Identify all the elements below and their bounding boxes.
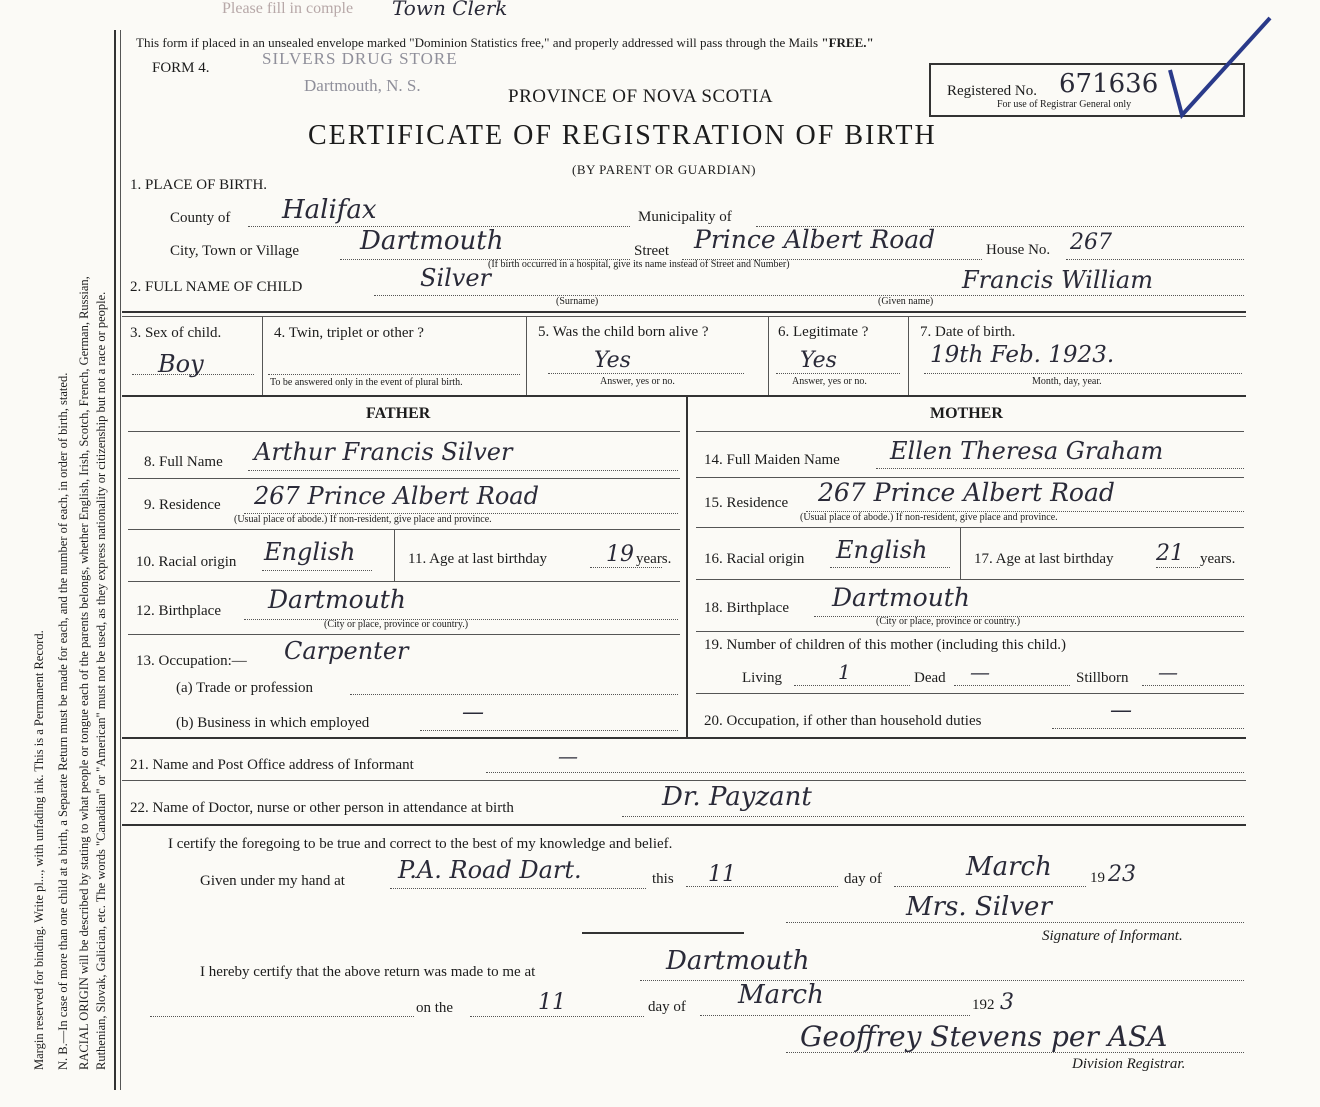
mother-name: Ellen Theresa Graham — [890, 437, 1164, 465]
cert-year-prefix: 19 — [1090, 870, 1105, 886]
twin-line — [268, 374, 520, 375]
father-heading-rule — [128, 431, 680, 432]
father-age-label: 11. Age at last birthday — [408, 551, 547, 567]
sex-label: 3. Sex of child. — [130, 325, 222, 341]
mother-occupation: — — [1110, 698, 1132, 723]
father-race-divider — [394, 529, 395, 581]
mother-occupation-label: 20. Occupation, if other than household duties — [704, 713, 982, 729]
margin-note-racial-origin-cont: Ruthenian, Slovak, Galician, etc. The words "Canadian" or "American" must not be used, as they express nationality or citizenship but not a race or people. — [94, 291, 108, 1070]
child-surname: Silver — [420, 264, 492, 292]
father-years: years. — [636, 551, 672, 567]
month-line — [894, 886, 1086, 887]
alive-line — [548, 373, 744, 374]
registrar-place-line — [640, 980, 1244, 981]
surname-caption: (Surname) — [556, 296, 599, 307]
cell-divider-3 — [768, 316, 769, 395]
registrar-on-the: on the — [416, 1000, 454, 1016]
given-under-label: Given under my hand at — [200, 873, 345, 889]
mother-occupation-line — [1052, 728, 1244, 729]
informant-signature-caption: Signature of Informant. — [1042, 928, 1183, 944]
registrar-lead-line — [150, 1016, 414, 1017]
alive-value: Yes — [594, 348, 631, 373]
stamp-top-text: Please fill in comple — [222, 0, 354, 17]
father-rule-1 — [128, 478, 680, 479]
mother-birthplace-note: (City or place, province or country.) — [876, 616, 1021, 627]
this-label: this — [652, 871, 674, 887]
father-name-line — [248, 470, 678, 471]
registrar-caption: Division Registrar. — [1072, 1056, 1186, 1072]
mother-dead-line — [954, 685, 1070, 686]
cell-divider-2 — [526, 316, 527, 395]
dob-note: Month, day, year. — [1032, 376, 1102, 387]
margin-note-multiple-births: N. B.—In case of more than one child at a birth, a Separate Return must be made for each, and the number of each, in order of birth, stated. — [56, 372, 70, 1070]
given-place: P.A. Road Dart. — [398, 856, 582, 884]
registrar-day-line — [470, 1016, 644, 1017]
stamp-store-city: Dartmouth, N. S. — [304, 76, 421, 95]
cell-divider-4 — [908, 316, 909, 395]
mother-age: 21 — [1156, 541, 1184, 566]
legitimate-line — [776, 373, 900, 374]
parent-column-divider — [686, 397, 688, 737]
father-age: 19 — [606, 542, 634, 567]
cert-month: March — [966, 852, 1052, 882]
informant-label: 21. Name and Post Office address of Informant — [130, 757, 414, 773]
mother-residence-note: (Usual place of abode.) If non-resident, give place and province. — [800, 512, 1058, 523]
father-occupation: Carpenter — [284, 637, 409, 665]
cell-divider-1 — [262, 316, 263, 395]
mother-years: years. — [1200, 551, 1236, 567]
twin-note: To be answered only in the event of plural birth. — [270, 377, 463, 388]
mail-notice: This form if placed in an unsealed envelope marked "Dominion Statistics free," and properly addressed will pass through the Mails "FREE." — [136, 35, 874, 50]
mother-birthplace-label: 18. Birthplace — [704, 600, 789, 616]
registrar-signature: Geoffrey Stevens per ASA — [800, 1020, 1168, 1053]
doctor-rule — [122, 824, 1246, 826]
registrar-place: Dartmouth — [666, 946, 810, 976]
mother-rule-3 — [696, 579, 1244, 580]
house-label: House No. — [986, 242, 1051, 258]
father-business-line — [420, 730, 678, 731]
stamp-handwritten-note: Town Clerk — [392, 0, 508, 20]
father-race: English — [264, 538, 356, 566]
father-name-label: 8. Full Name — [144, 454, 223, 470]
check-mark-icon — [1160, 10, 1280, 150]
father-residence-note: (Usual place of abode.) If non-resident, give place and province. — [234, 514, 492, 525]
margin-note-binding: Margin reserved for binding. Write pl..., with unfading ink. This is a Permanent Record. — [32, 630, 46, 1070]
father-rule-3 — [128, 581, 680, 582]
doctor-line — [622, 816, 1244, 817]
twin-label: 4. Twin, triplet or other ? — [274, 325, 424, 341]
father-residence-label: 9. Residence — [144, 497, 221, 513]
house-value: 267 — [1070, 230, 1112, 255]
father-rule-4 — [128, 634, 680, 635]
mother-birthplace: Dartmouth — [832, 583, 970, 612]
father-rule-2 — [128, 529, 680, 530]
cert-day: 11 — [708, 862, 736, 887]
registrar-month-line — [700, 1015, 970, 1016]
alive-note: Answer, yes or no. — [600, 376, 675, 387]
cert-year: 23 — [1108, 862, 1136, 887]
street-value: Prince Albert Road — [694, 225, 936, 254]
registered-label: Registered No. — [947, 83, 1037, 99]
mother-children-label: 19. Number of children of this mother (including this child.) — [704, 637, 1067, 653]
mother-residence-label: 15. Residence — [704, 495, 789, 511]
row-rule-bottom — [122, 395, 1246, 397]
legitimate-note: Answer, yes or no. — [792, 376, 867, 387]
father-business-label: (b) Business in which employed — [176, 715, 370, 731]
place-of-birth-heading: 1. PLACE OF BIRTH. — [130, 177, 268, 193]
father-trade-label: (a) Trade or profession — [176, 680, 314, 696]
mother-stillborn-label: Stillborn — [1076, 670, 1129, 686]
mother-living-line — [794, 685, 910, 686]
house-line — [1066, 259, 1244, 260]
province-heading: PROVINCE OF NOVA SCOTIA — [508, 86, 774, 107]
mother-rule-2 — [696, 527, 1244, 528]
county-value: Halifax — [282, 195, 377, 225]
mother-name-label: 14. Full Maiden Name — [704, 452, 840, 468]
certify-line: I certify the foregoing to be true and correct to the best of my knowledge and belief. — [168, 836, 673, 852]
city-value: Dartmouth — [360, 226, 504, 256]
registrar-year: 3 — [1000, 990, 1014, 1015]
mother-stillborn-line — [1142, 685, 1244, 686]
hospital-note: (If birth occurred in a hospital, give its name instead of Street and Number) — [488, 259, 790, 270]
father-name: Arthur Francis Silver — [254, 438, 513, 466]
child-given-name: Francis William — [962, 266, 1153, 294]
page-subtitle: (BY PARENT OR GUARDIAN) — [572, 162, 757, 177]
child-name-label: 2. FULL NAME OF CHILD — [130, 279, 303, 295]
binding-rule-inner — [120, 30, 121, 1090]
informant-value: — — [558, 744, 578, 768]
registrar-day-of: day of — [648, 999, 686, 1015]
mother-age-label: 17. Age at last birthday — [974, 551, 1114, 567]
child-name-line — [374, 295, 1244, 296]
margin-note-racial-origin: RACIAL ORIGIN will be described by stating to what people or tongue each of the parents belongs, whether English, Irish, Scotch, French, German, Russian, — [77, 276, 91, 1070]
parents-rule-bottom — [122, 737, 1246, 739]
father-race-line — [262, 570, 372, 571]
alive-label: 5. Was the child born alive ? — [538, 324, 709, 340]
mother-stillborn: — — [1158, 660, 1178, 684]
mother-race: English — [836, 536, 928, 564]
separator-rule — [582, 932, 744, 934]
dob-value: 19th Feb. 1923. — [930, 342, 1115, 368]
informant-signature-line — [786, 922, 1244, 923]
street-label: Street — [634, 243, 669, 259]
registrar-year-prefix: 192 — [972, 997, 995, 1013]
sex-value: Boy — [158, 350, 204, 378]
father-birthplace-note: (City or place, province or country.) — [324, 619, 469, 630]
municipality-label: Municipality of — [638, 209, 732, 225]
county-label: County of — [170, 210, 231, 226]
mother-living: 1 — [838, 660, 851, 684]
legitimate-value: Yes — [800, 348, 837, 373]
dob-label: 7. Date of birth. — [920, 324, 1016, 340]
registrar-day: 11 — [538, 990, 566, 1015]
binding-rule — [114, 30, 116, 1090]
father-birthplace: Dartmouth — [268, 585, 406, 614]
mother-heading-rule — [696, 431, 1244, 432]
stamp-store-name: SILVERS DRUG STORE — [262, 49, 458, 68]
row-rule-top-inner — [122, 316, 1246, 317]
father-heading: FATHER — [366, 405, 431, 422]
mother-race-line — [830, 567, 950, 568]
mother-rule-5 — [696, 693, 1244, 694]
father-residence: 267 Prince Albert Road — [254, 482, 539, 510]
mother-dead: — — [970, 660, 990, 684]
registrar-month: March — [738, 980, 824, 1010]
mother-living-label: Living — [742, 670, 782, 686]
city-label: City, Town or Village — [170, 243, 300, 259]
registrar-note: For use of Registrar General only — [997, 99, 1132, 110]
mother-age-line — [1156, 567, 1200, 568]
doctor-label: 22. Name of Doctor, nurse or other person in attendance at birth — [130, 800, 514, 816]
page-title: CERTIFICATE OF REGISTRATION OF BIRTH — [308, 120, 937, 151]
mother-name-line — [876, 468, 1244, 469]
legitimate-label: 6. Legitimate ? — [778, 324, 869, 340]
day-of-label: day of — [844, 871, 882, 887]
form-number: FORM 4. — [152, 60, 210, 76]
registrar-line: I hereby certify that the above return was made to me at — [200, 964, 536, 980]
father-occupation-label: 13. Occupation:— — [136, 653, 247, 669]
mother-residence: 267 Prince Albert Road — [818, 478, 1115, 507]
father-birthplace-label: 12. Birthplace — [136, 603, 221, 619]
given-name-caption: (Given name) — [878, 296, 934, 307]
father-business: — — [462, 700, 484, 725]
doctor-value: Dr. Payzant — [662, 782, 812, 812]
registered-number: 671636 — [1059, 69, 1159, 99]
mother-race-label: 16. Racial origin — [704, 551, 805, 567]
father-race-label: 10. Racial origin — [136, 554, 237, 570]
row-rule-top — [122, 311, 1246, 313]
mother-dead-label: Dead — [914, 670, 946, 686]
informant-rule — [122, 780, 1246, 781]
father-trade-line — [350, 694, 678, 695]
informant-signature: Mrs. Silver — [906, 892, 1052, 922]
mother-race-divider — [960, 527, 961, 579]
mother-rule-4 — [696, 631, 1244, 632]
dob-line — [924, 373, 1242, 374]
given-place-line — [390, 888, 646, 889]
mother-heading: MOTHER — [930, 405, 1003, 422]
informant-line — [486, 772, 1244, 773]
